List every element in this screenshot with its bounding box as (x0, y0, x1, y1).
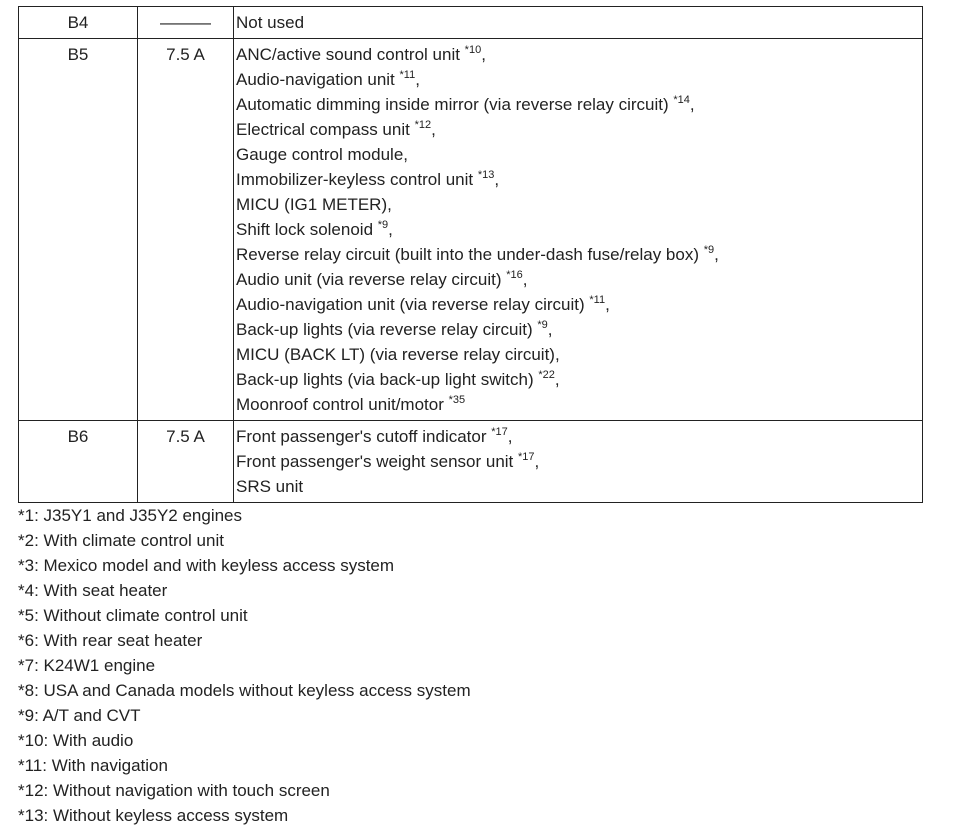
circuit-text: Not used (236, 13, 305, 32)
footnote-item: *6: With rear seat heater (18, 631, 203, 650)
circuit-text: Front passenger's weight sensor unit (236, 452, 519, 471)
circuit-suffix: , (481, 45, 486, 64)
footnote-reference: *9 (537, 319, 548, 331)
amperage-cell: ——— (138, 7, 234, 39)
circuit-suffix: , (547, 320, 553, 339)
circuit-line (236, 10, 922, 35)
footnote-reference: *9 (377, 219, 389, 231)
circuit-line (236, 92, 922, 117)
circuit-text: Back-up lights (via reverse relay circuit) (236, 320, 538, 339)
footnote-reference: *11 (399, 69, 416, 81)
circuit-text: Front passenger's cutoff indicator (236, 427, 492, 446)
circuit-line (236, 292, 922, 317)
footnote-item: *7: K24W1 engine (18, 656, 156, 675)
circuit-suffix: , (388, 220, 393, 239)
fuse-table-body (19, 7, 923, 503)
circuit-suffix: , (605, 295, 610, 314)
circuit-line (236, 267, 922, 292)
circuit-text: Back-up lights (via back-up light switch) (236, 370, 539, 389)
amperage-cell: 7.5 A (138, 421, 234, 503)
footnote-reference: *22 (538, 369, 555, 381)
circuit-text: Gauge control module, (236, 145, 408, 164)
circuit-line (236, 117, 922, 142)
circuit-text: MICU (BACK LT) (via reverse relay circuit), (236, 345, 560, 364)
circuit-suffix: , (507, 427, 513, 446)
table-row (19, 421, 923, 503)
footnote-reference: *17 (491, 426, 508, 438)
footnote-item: *9: A/T and CVT (18, 706, 141, 725)
footnote-reference: *14 (673, 94, 690, 106)
circuit-protected-cell (234, 39, 923, 421)
footnote-item: *4: With seat heater (18, 581, 168, 600)
table-row (19, 39, 923, 421)
circuit-line (236, 42, 922, 67)
circuit-suffix: , (534, 452, 540, 471)
circuit-text: MICU (IG1 METER), (236, 195, 392, 214)
circuit-text: Moonroof control unit/motor (236, 395, 449, 414)
circuit-line (236, 192, 922, 217)
circuit-text: Audio-navigation unit (236, 70, 400, 89)
circuit-text: Immobilizer-keyless control unit (236, 170, 478, 189)
circuit-text: Automatic dimming inside mirror (via reverse relay circuit) (236, 95, 674, 114)
circuit-suffix: , (494, 170, 500, 189)
footnote-reference: *16 (506, 269, 523, 281)
circuit-line (236, 474, 922, 499)
circuit-suffix: , (714, 245, 719, 264)
fuse-table (18, 6, 923, 503)
circuit-line (236, 142, 922, 167)
circuit-text: SRS unit (236, 477, 304, 496)
footnote-reference: *17 (518, 451, 535, 463)
footnote-item: *1: J35Y1 and J35Y2 engines (18, 506, 243, 525)
footnote-item: *12: Without navigation with touch screen (18, 781, 330, 800)
circuit-suffix: , (522, 270, 528, 289)
circuit-text: Shift lock solenoid (236, 220, 378, 239)
footnote-reference: *13 (477, 169, 495, 181)
circuit-text: Audio-navigation unit (via reverse relay circuit) (236, 295, 590, 314)
footnote-item: *2: With climate control unit (18, 531, 224, 550)
circuit-line (236, 217, 922, 242)
footnote-item: *13: Without keyless access system (18, 806, 289, 825)
circuit-suffix: , (431, 120, 436, 139)
fuse-number-cell: B5 (19, 39, 138, 421)
footnote-item: *3: Mexico model and with keyless access system (18, 556, 395, 575)
circuit-line (236, 67, 922, 92)
circuit-suffix: , (554, 370, 560, 389)
footnote-item: *8: USA and Canada models without keyless access system (18, 681, 471, 700)
footnote-item: *10: With audio (18, 731, 134, 750)
circuit-line (236, 424, 922, 449)
footnote-reference: *11 (589, 294, 606, 306)
footnotes-list (18, 503, 471, 828)
circuit-suffix: , (689, 95, 695, 114)
circuit-text: ANC/active sound control unit (236, 45, 465, 64)
circuit-text: Audio unit (via reverse relay circuit) (236, 270, 507, 289)
circuit-line (236, 242, 922, 267)
circuit-suffix: , (415, 70, 420, 89)
circuit-protected-cell (234, 421, 923, 503)
circuit-line (236, 367, 922, 392)
footnote-reference: *12 (414, 119, 432, 131)
circuit-line (236, 167, 922, 192)
footnote-reference: *35 (448, 394, 466, 406)
circuit-text: Electrical compass unit (236, 120, 415, 139)
circuit-line (236, 342, 922, 367)
amperage-cell: 7.5 A (138, 39, 234, 421)
footnote-reference: *10 (464, 44, 482, 56)
circuit-protected-cell (234, 7, 923, 39)
footnote-item: *5: Without climate control unit (18, 606, 248, 625)
circuit-line (236, 449, 922, 474)
fuse-number-cell: B4 (19, 7, 138, 39)
fuse-number-cell: B6 (19, 421, 138, 503)
circuit-line (236, 317, 922, 342)
table-row (19, 7, 923, 39)
circuit-text: Reverse relay circuit (built into the under-dash fuse/relay box) (236, 245, 704, 264)
footnote-reference: *9 (703, 244, 715, 256)
circuit-line (236, 392, 922, 417)
footnote-item: *11: With navigation (18, 756, 168, 775)
